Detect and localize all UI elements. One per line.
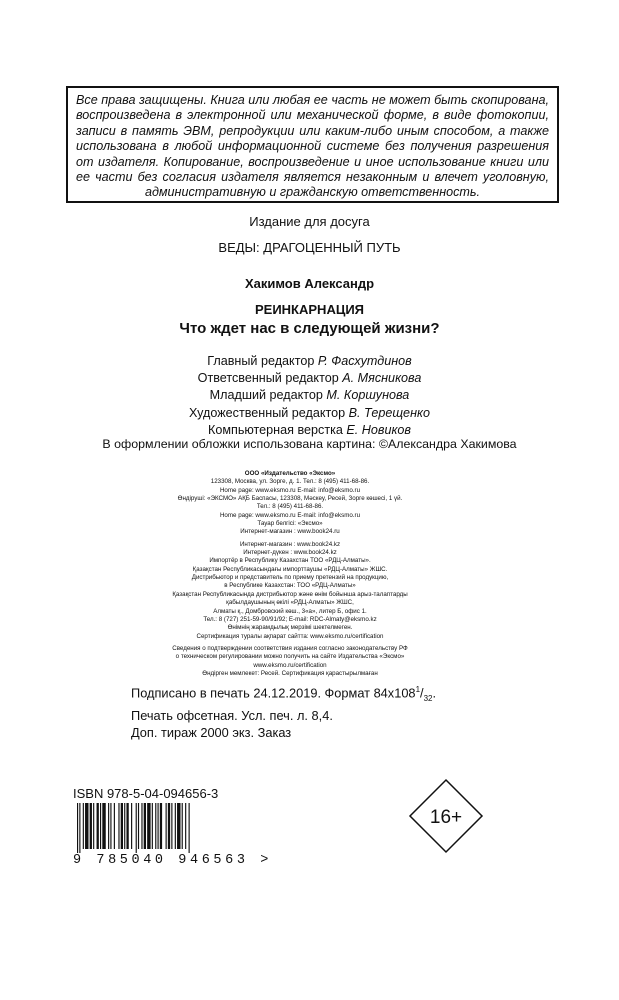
print-method-line: Печать офсетная. Усл. печ. л. 8,4.	[131, 707, 333, 723]
barcode-bar	[102, 803, 105, 849]
imprint-line: Өндіруші: «ЭКСМО» АҚБ Баспасы, 123308, Мәскеу, Ресей, Зорге көшесі, 1 үй.	[177, 495, 403, 503]
imprint-line: 123308, Москва, ул. Зорге, д. 1. Тел.: 8 (495) 411-68-86.	[210, 478, 370, 486]
barcode-bar	[158, 803, 159, 849]
staff-line: Компьютерная верстка Е. Новиков	[208, 422, 411, 437]
rights-notice: Все права защищены. Книга или любая ее часть не может быть скопирована, воспроизведена в электронной или механической форме, в виде фотокопии, записи в память ЭВМ, репродукции или каким-либо иным способом, а также использована в любой информационной системе без получения разрешения от издателя. Копирование, воспроизведение и иное использование книги или ее части без согласия издателя является незаконным и влечет уголовную, административную и гражданскую ответственность.	[76, 93, 549, 200]
barcode-bar	[131, 803, 132, 849]
barcode-bar	[124, 803, 125, 849]
barcode-bar	[85, 803, 88, 849]
book-title: РЕИНКАРНАЦИЯ	[254, 302, 365, 317]
print-signed-line: Подписано в печать 24.12.2019. Формат $84x108^1/_{32}$.	[131, 685, 437, 703]
imprint-line: Алматы қ., Домбровский көш., 3«а», литер Б, офис 1.	[213, 607, 367, 615]
imprint-line: Сертификация туралы ақпарат сайтта: www.eksmo.ru/certification	[196, 632, 384, 640]
barcode-bar	[189, 803, 190, 853]
barcode-bar	[136, 803, 137, 853]
staff-line: Младший редактор М. Коршунова	[209, 388, 410, 403]
book-subtitle: Что ждет нас в следующей жизни?	[179, 320, 440, 337]
rights-notice-box	[66, 86, 559, 203]
imprint-line: в Республике Казахстан: ТОО «РДЦ-Алматы»	[224, 582, 356, 590]
staff-line: Ответсвенный редактор А. Мясникова	[197, 371, 422, 386]
barcode-bar	[144, 803, 146, 849]
imprint-line: Өнімнің жарамдылық мерзімі шектелмеген.	[227, 624, 353, 632]
barcode-icon	[73, 803, 243, 853]
barcode-bar	[155, 803, 156, 849]
barcode-bar	[100, 803, 101, 849]
barcode-bar	[118, 803, 119, 849]
imprint-line: ООО «Издательство «Эксмо»	[244, 470, 336, 477]
barcode-bar	[121, 803, 123, 849]
barcode-bar	[168, 803, 170, 849]
imprint-line: Тел.: 8 (495) 411-68-86.	[256, 503, 324, 511]
editorial-staff	[0, 353, 619, 439]
imprint-line: Қазақстан Республикасындағы импорттаушы «РДЦ-Алматы» ЖШС.	[192, 565, 388, 573]
print-info	[131, 681, 491, 741]
print-run-line: Доп. тираж 2000 экз. Заказ	[131, 724, 292, 740]
imprint-line: Home page: www.eksmo.ru E-mail: info@eksmo.ru	[219, 486, 361, 494]
imprint-line: www.eksmo.ru/certification	[253, 661, 327, 669]
barcode-bar	[160, 803, 162, 849]
barcode-bar	[147, 803, 150, 849]
barcode-bar	[114, 803, 115, 849]
imprint-line: Сведения о подтверждении соответствия издания согласно законодательству РФ	[172, 644, 408, 652]
barcode-bar	[90, 803, 92, 849]
imprint-line: Интернет-магазин : www.book24.ru	[240, 528, 340, 536]
barcode-bar	[77, 803, 78, 853]
barcode-bar	[108, 803, 109, 849]
cover-note: В оформлении обложки использована картина: ©Александра Хакимова	[102, 437, 517, 451]
imprint-line: қабылдаушының өкілі «РДЦ-Алматы» ЖШС,	[226, 599, 354, 607]
imprint-line: Дистрибьютор и представитель по приему претензий на продукцию,	[191, 574, 389, 582]
imprint-line: Қазақстан Республикасында дистрибьютор және өнім бойынша арыз-талаптарды	[172, 590, 408, 598]
barcode-digits: 9 785040 946563 >	[73, 853, 272, 868]
barcode-bar	[171, 803, 172, 849]
staff-line: Главный редактор Р. Фасхутдинов	[207, 354, 412, 368]
age-rating-badge	[408, 778, 484, 854]
staff-line: Художественный редактор В. Терещенко	[189, 405, 430, 420]
imprint-line: Home page: www.eksmo.ru E-mail: info@eksmo.ru	[219, 511, 361, 519]
imprint-line: Импортёр в Республику Казахстан ТОО «РДЦ-Алматы».	[209, 557, 371, 565]
barcode-bar	[126, 803, 128, 849]
imprint-line: Интернет-дүкен : www.book24.kz	[243, 549, 337, 557]
edition-type: Издание для досуга	[249, 214, 370, 229]
age-rating-label: 16+	[429, 807, 463, 828]
imprint-line: Тел.: 8 (727) 251-59-90/91/92; E-mail: RDC-Almaty@eksmo.kz	[203, 615, 377, 623]
imprint-line: Өндірген мемлекет: Ресей. Сертификация қарастырылмаған	[202, 669, 378, 677]
barcode-bar	[83, 803, 84, 849]
barcode-bar	[177, 803, 180, 849]
author-name: Хакимов Александр	[244, 276, 375, 291]
imprint-line: о техническом регулировании можно получить на сайте Издательства «Эксмо»	[175, 653, 405, 661]
barcode-bar	[185, 803, 186, 849]
imprint-line: Интернет-магазин : www.book24.kz	[239, 540, 341, 548]
barcode-bar	[138, 803, 139, 849]
barcode-bar	[79, 803, 80, 853]
publisher-imprint	[150, 470, 430, 678]
barcode-bar	[175, 803, 176, 849]
barcode-bar	[182, 803, 183, 849]
barcode-bar	[166, 803, 167, 849]
barcode-bar	[152, 803, 153, 849]
imprint-line: Тауар белгісі: «Эксмо»	[257, 520, 323, 528]
series-name: ВЕДЫ: ДРАГОЦЕННЫЙ ПУТЬ	[218, 240, 401, 255]
barcode-bar	[110, 803, 111, 849]
barcode-bar	[93, 803, 94, 849]
barcode-bar	[97, 803, 99, 849]
barcode-bar	[141, 803, 142, 849]
isbn: ISBN 978-5-04-094656-3	[73, 786, 219, 801]
